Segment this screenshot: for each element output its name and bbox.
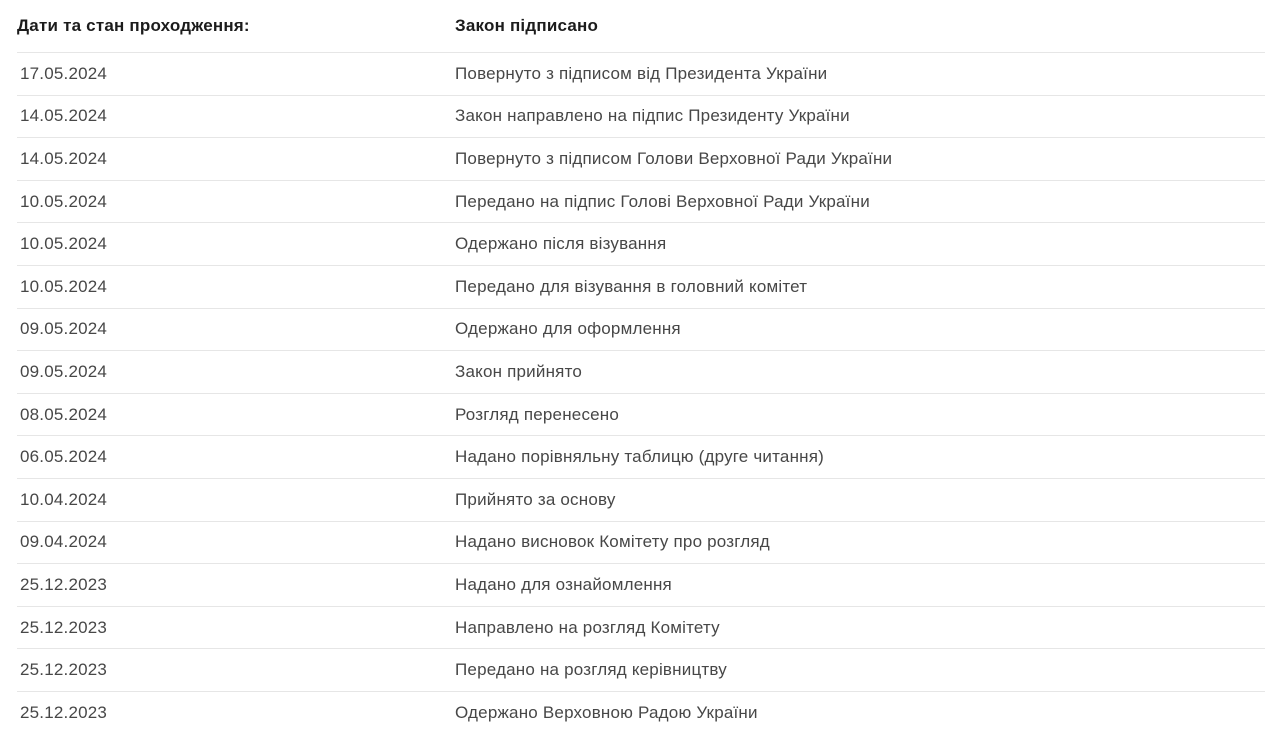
row-status: Одержано Верховною Радою України	[455, 702, 758, 722]
table-row	[17, 393, 1265, 436]
table-row	[17, 137, 1265, 180]
table-row	[17, 265, 1265, 308]
table-row	[17, 180, 1265, 223]
row-status: Передано для візування в головний комітет	[455, 276, 808, 296]
row-status: Передано на підпис Голові Верховної Ради України	[455, 191, 870, 211]
row-date: 08.05.2024	[20, 404, 108, 424]
row-date: 09.05.2024	[20, 361, 108, 381]
row-status: Повернуто з підписом Голови Верховної Ради України	[455, 148, 893, 168]
law-passage-status-table	[17, 0, 1265, 734]
row-status: Одержано для оформлення	[455, 319, 681, 339]
row-date: 10.05.2024	[20, 234, 108, 254]
row-date: 25.12.2023	[20, 660, 108, 680]
row-status: Направлено на розгляд Комітету	[455, 617, 720, 637]
row-status: Надано порівняльну таблицю (друге читання)	[455, 447, 825, 467]
row-status: Закон направлено на підпис Президенту України	[455, 106, 850, 126]
table-row	[17, 95, 1265, 138]
row-date: 17.05.2024	[20, 63, 108, 83]
table-row	[17, 648, 1265, 691]
table-row	[17, 350, 1265, 393]
row-date: 14.05.2024	[20, 106, 108, 126]
row-date: 06.05.2024	[20, 447, 108, 467]
header-current-status: Закон підписано	[455, 16, 599, 35]
row-date: 25.12.2023	[20, 617, 108, 637]
row-status: Прийнято за основу	[455, 489, 616, 509]
table-row	[17, 606, 1265, 649]
row-date: 14.05.2024	[20, 148, 108, 168]
table-row	[17, 521, 1265, 564]
row-status: Надано для ознайомлення	[455, 574, 672, 594]
table-row	[17, 222, 1265, 265]
header-dates-and-stage: Дати та стан проходження:	[17, 16, 250, 35]
table-row	[17, 308, 1265, 351]
row-status: Закон прийнято	[455, 361, 583, 381]
table-row	[17, 52, 1265, 95]
row-date: 25.12.2023	[20, 574, 108, 594]
row-date: 10.04.2024	[20, 489, 108, 509]
table-row	[17, 478, 1265, 521]
row-date: 25.12.2023	[20, 702, 108, 722]
row-date: 09.05.2024	[20, 319, 108, 339]
table-row	[17, 563, 1265, 606]
row-date: 10.05.2024	[20, 276, 108, 296]
row-status: Розгляд перенесено	[455, 404, 620, 424]
row-status: Надано висновок Комітету про розгляд	[455, 532, 770, 552]
row-status: Повернуто з підписом від Президента України	[455, 63, 828, 83]
row-date: 09.04.2024	[20, 532, 108, 552]
row-status: Одержано після візування	[455, 234, 667, 254]
table-row	[17, 435, 1265, 478]
row-status: Передано на розгляд керівництву	[455, 660, 727, 680]
table-header-row	[17, 0, 1265, 52]
row-date: 10.05.2024	[20, 191, 108, 211]
table-row	[17, 691, 1265, 734]
